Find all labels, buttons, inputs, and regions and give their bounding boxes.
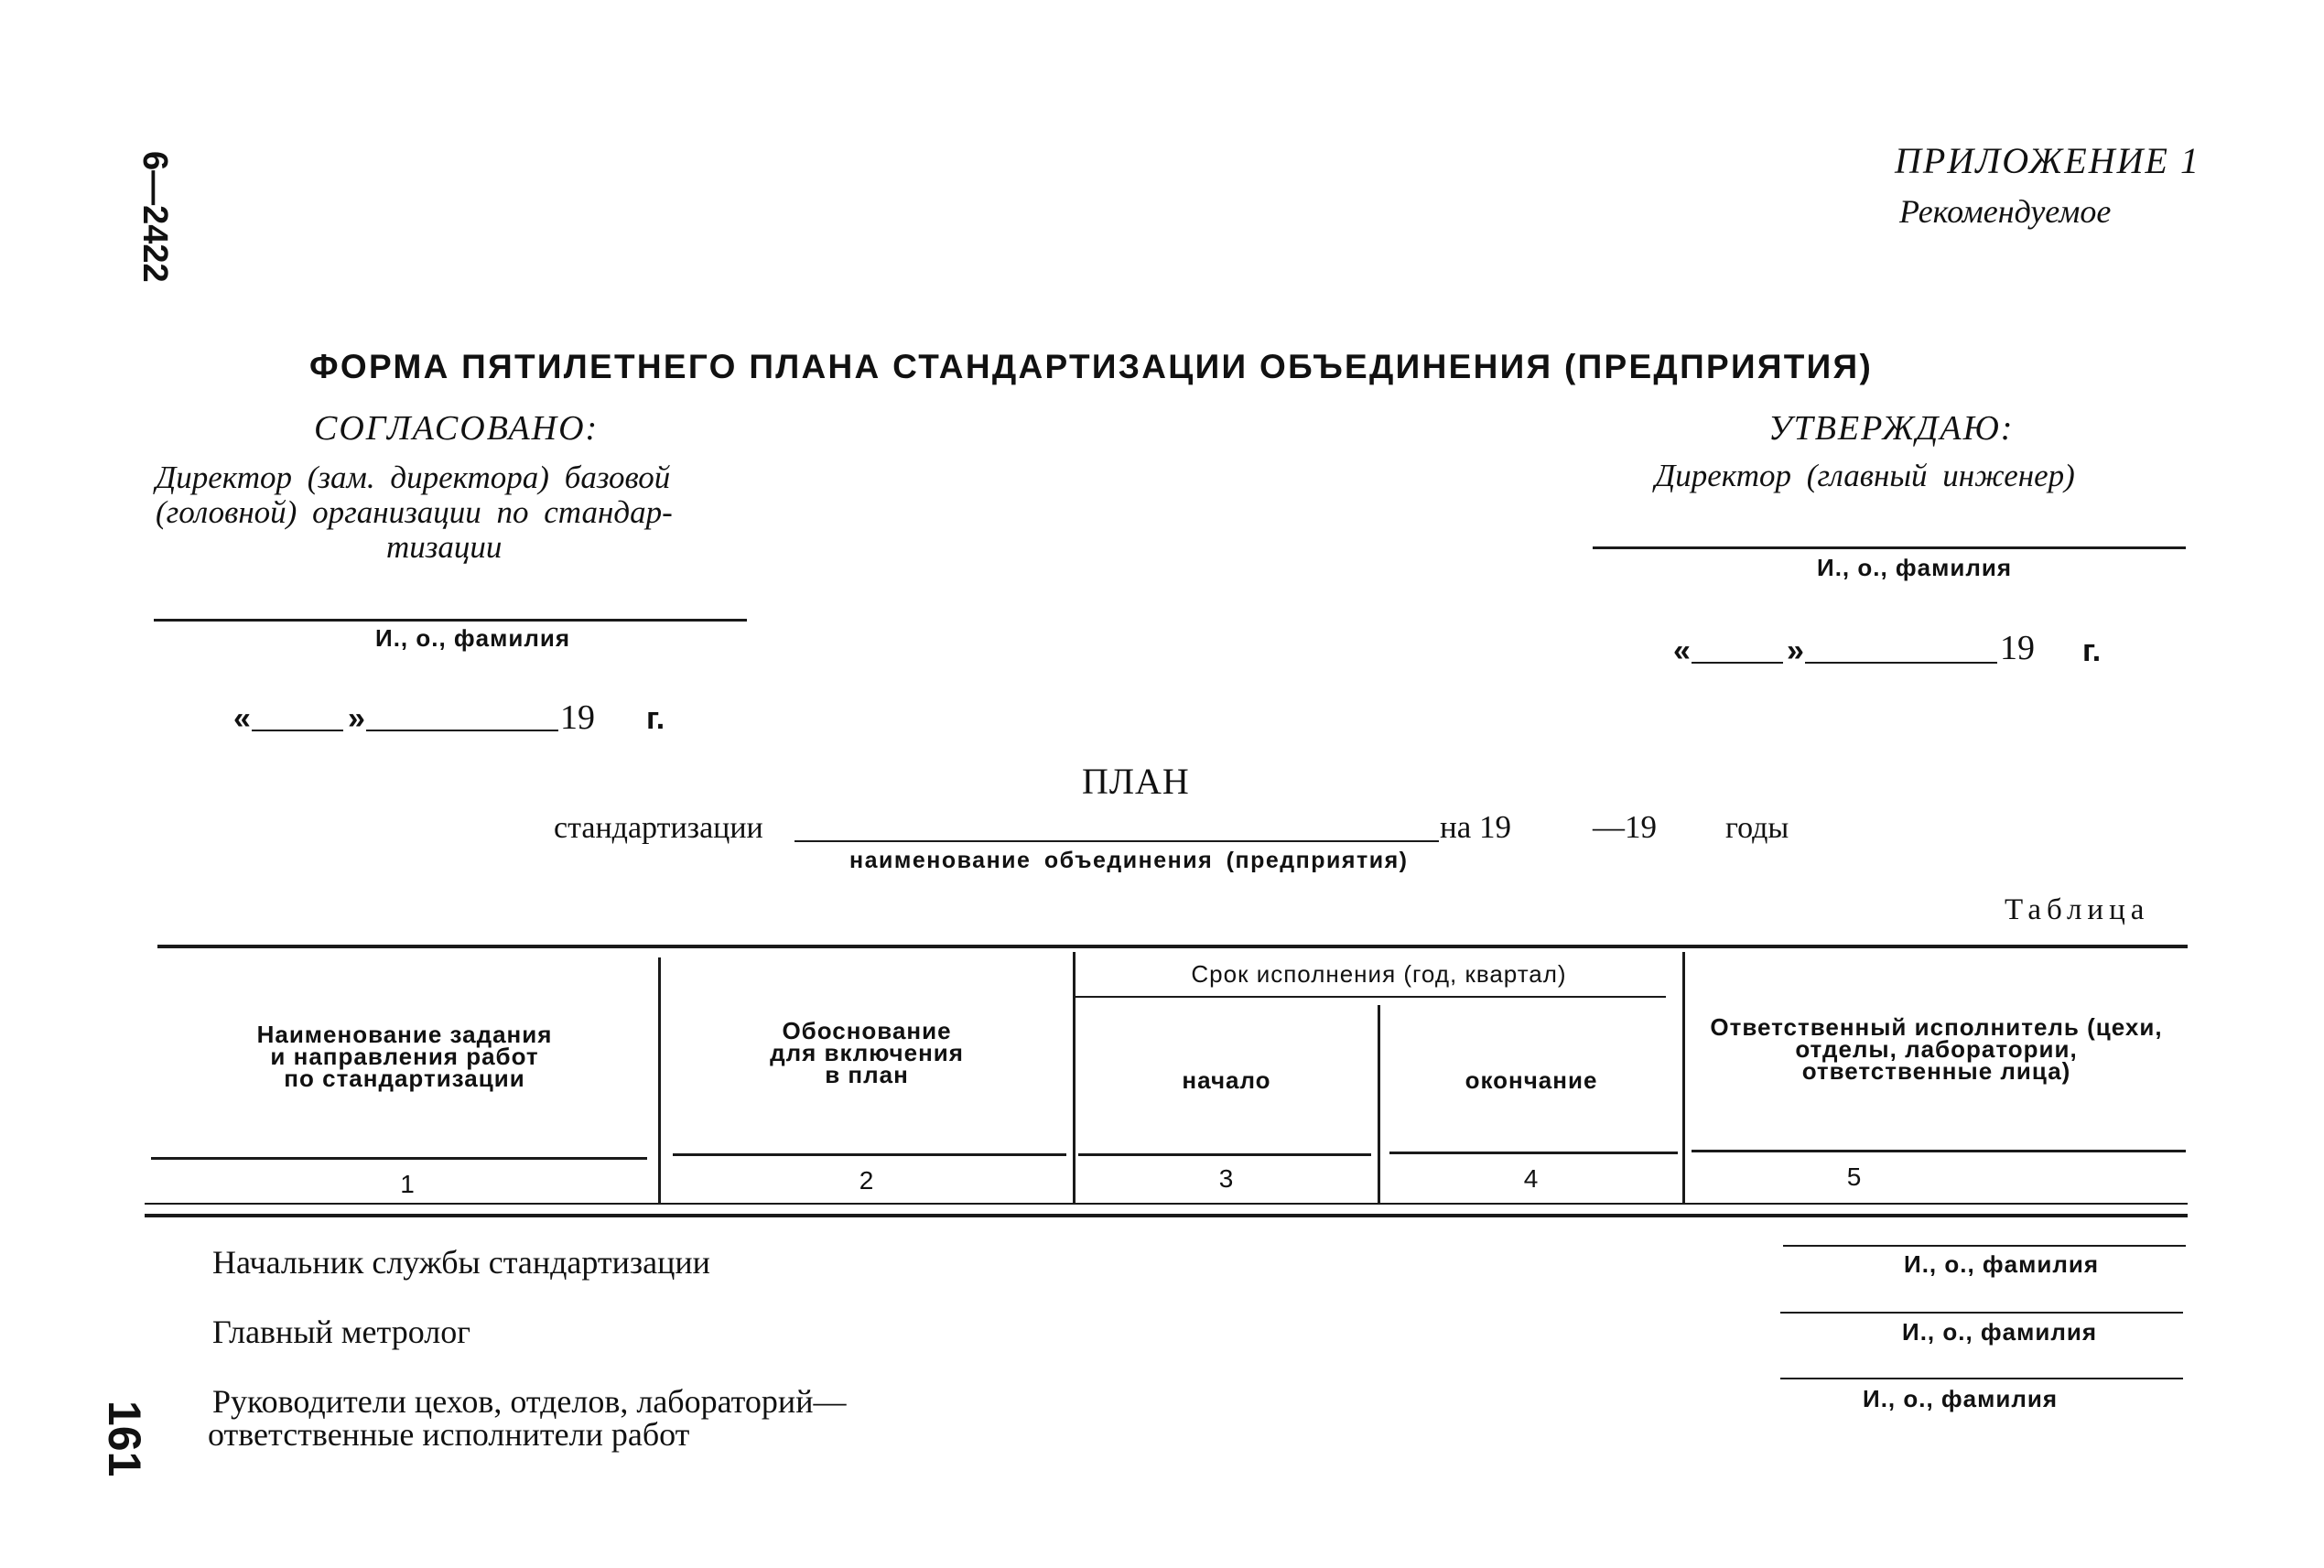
signature-line-2	[1780, 1312, 2183, 1314]
appendix-status: Рекомендуемое	[1899, 193, 2112, 230]
approve-signature-caption: И., о., фамилия	[1817, 554, 2013, 581]
agreed-signature-line	[154, 619, 747, 622]
table-header-group: Срок исполнения (год, квартал)	[1191, 960, 1567, 988]
table-label: Таблица	[2005, 893, 2150, 926]
plan-title: ПЛАН	[1082, 761, 1190, 802]
table-header-rule-col1	[151, 1157, 647, 1160]
table-number-4: 4	[1523, 1164, 1540, 1193]
agreed-line-2: (головной) организации по стандар-	[156, 494, 673, 530]
col5-line-1: Ответственный исполнитель (цехи,	[1710, 1013, 2163, 1041]
approve-date-month-line	[1805, 662, 1997, 664]
table-header-rule-col2	[673, 1153, 1066, 1156]
col2-line-2: для включения	[770, 1039, 964, 1066]
table-header-col5	[1685, 1013, 2188, 1085]
table-header-col3: начало	[1182, 1066, 1271, 1094]
signature-role-1: Начальник службы стандартизации	[212, 1244, 710, 1281]
col5-line-3: ответственные лица)	[1801, 1057, 2071, 1085]
signature-caption-1: И., о., фамилия	[1904, 1250, 2100, 1278]
table-header-col1	[157, 1021, 652, 1092]
table-number-2: 2	[859, 1166, 875, 1195]
table-header-rule-col3	[1078, 1153, 1371, 1156]
signature-line-3	[1780, 1378, 2183, 1379]
col1-line-3: по стандартизации	[284, 1065, 525, 1092]
col1-line-2: и направления работ	[270, 1043, 539, 1070]
col5-line-2: отделы, лаборатории,	[1795, 1035, 2078, 1063]
approve-date-suffix: г.	[2082, 633, 2102, 668]
col1-line-1: Наименование задания	[256, 1021, 553, 1048]
agreed-date-close: »	[348, 701, 365, 736]
table-header-col4: окончание	[1465, 1066, 1598, 1094]
table-number-5: 5	[1846, 1162, 1863, 1191]
plan-caption: наименование объединения (предприятия)	[849, 848, 1409, 873]
page-number: 161	[99, 1400, 150, 1477]
table-bottom-rule-2	[145, 1214, 2188, 1217]
agreed-line-1: Директор (зам. директора) базовой	[156, 460, 671, 495]
form-title: ФОРМА ПЯТИЛЕТНЕГО ПЛАНА СТАНДАРТИЗАЦИИ ОБЪЕДИНЕНИЯ (ПРЕДПРИЯТИЯ)	[309, 348, 1874, 385]
side-page-code: 6—2422	[135, 151, 174, 283]
agreed-date-year: 19	[560, 698, 595, 737]
approve-heading: УТВЕРЖДАЮ:	[1768, 409, 2015, 448]
approve-signature-line	[1593, 546, 2186, 549]
table-number-3: 3	[1218, 1164, 1235, 1193]
plan-prefix: стандартизации	[554, 811, 763, 845]
agreed-date-day-line	[252, 730, 343, 731]
approve-date-open: «	[1673, 633, 1691, 668]
agreed-signature-caption: И., о., фамилия	[375, 624, 571, 652]
table-group-underline	[1076, 996, 1666, 998]
agreed-date-open: «	[233, 701, 251, 736]
table-bottom-rule-1	[145, 1203, 2188, 1205]
signature-caption-3: И., о., фамилия	[1863, 1385, 2059, 1412]
signature-caption-2: И., о., фамилия	[1902, 1318, 2098, 1346]
signature-role-2: Главный метролог	[212, 1314, 470, 1350]
table-number-1: 1	[400, 1170, 416, 1198]
approve-date-year: 19	[2000, 629, 2035, 667]
approve-date-close: »	[1787, 633, 1804, 668]
agreed-date-suffix: г.	[646, 701, 665, 736]
signature-role-3-line-1: Руководители цехов, отделов, лабораторий—	[212, 1383, 847, 1420]
plan-years: годы	[1725, 811, 1789, 845]
table-header-col2	[661, 1017, 1073, 1088]
table-header-rule-col5	[1692, 1150, 2186, 1152]
signature-line-1	[1783, 1245, 2186, 1247]
plan-organization-line	[794, 840, 1439, 842]
col2-line-3: в план	[825, 1061, 909, 1088]
plan-dash: —19	[1593, 809, 1657, 845]
approve-line-1: Директор (главный инженер)	[1655, 458, 2075, 493]
table-header-rule-col4	[1389, 1152, 1678, 1154]
plan-on: на 19	[1440, 809, 1512, 845]
table-top-rule	[157, 945, 2188, 948]
signature-role-3-line-2: ответственные исполнители работ	[208, 1416, 690, 1453]
col2-line-1: Обоснование	[782, 1017, 952, 1044]
agreed-heading: СОГЛАСОВАНО:	[314, 409, 600, 448]
appendix-title: ПРИЛОЖЕНИЕ 1	[1895, 140, 2200, 181]
agreed-line-3: тизации	[386, 529, 503, 565]
agreed-date-month-line	[366, 730, 558, 731]
approve-date-day-line	[1692, 662, 1783, 664]
